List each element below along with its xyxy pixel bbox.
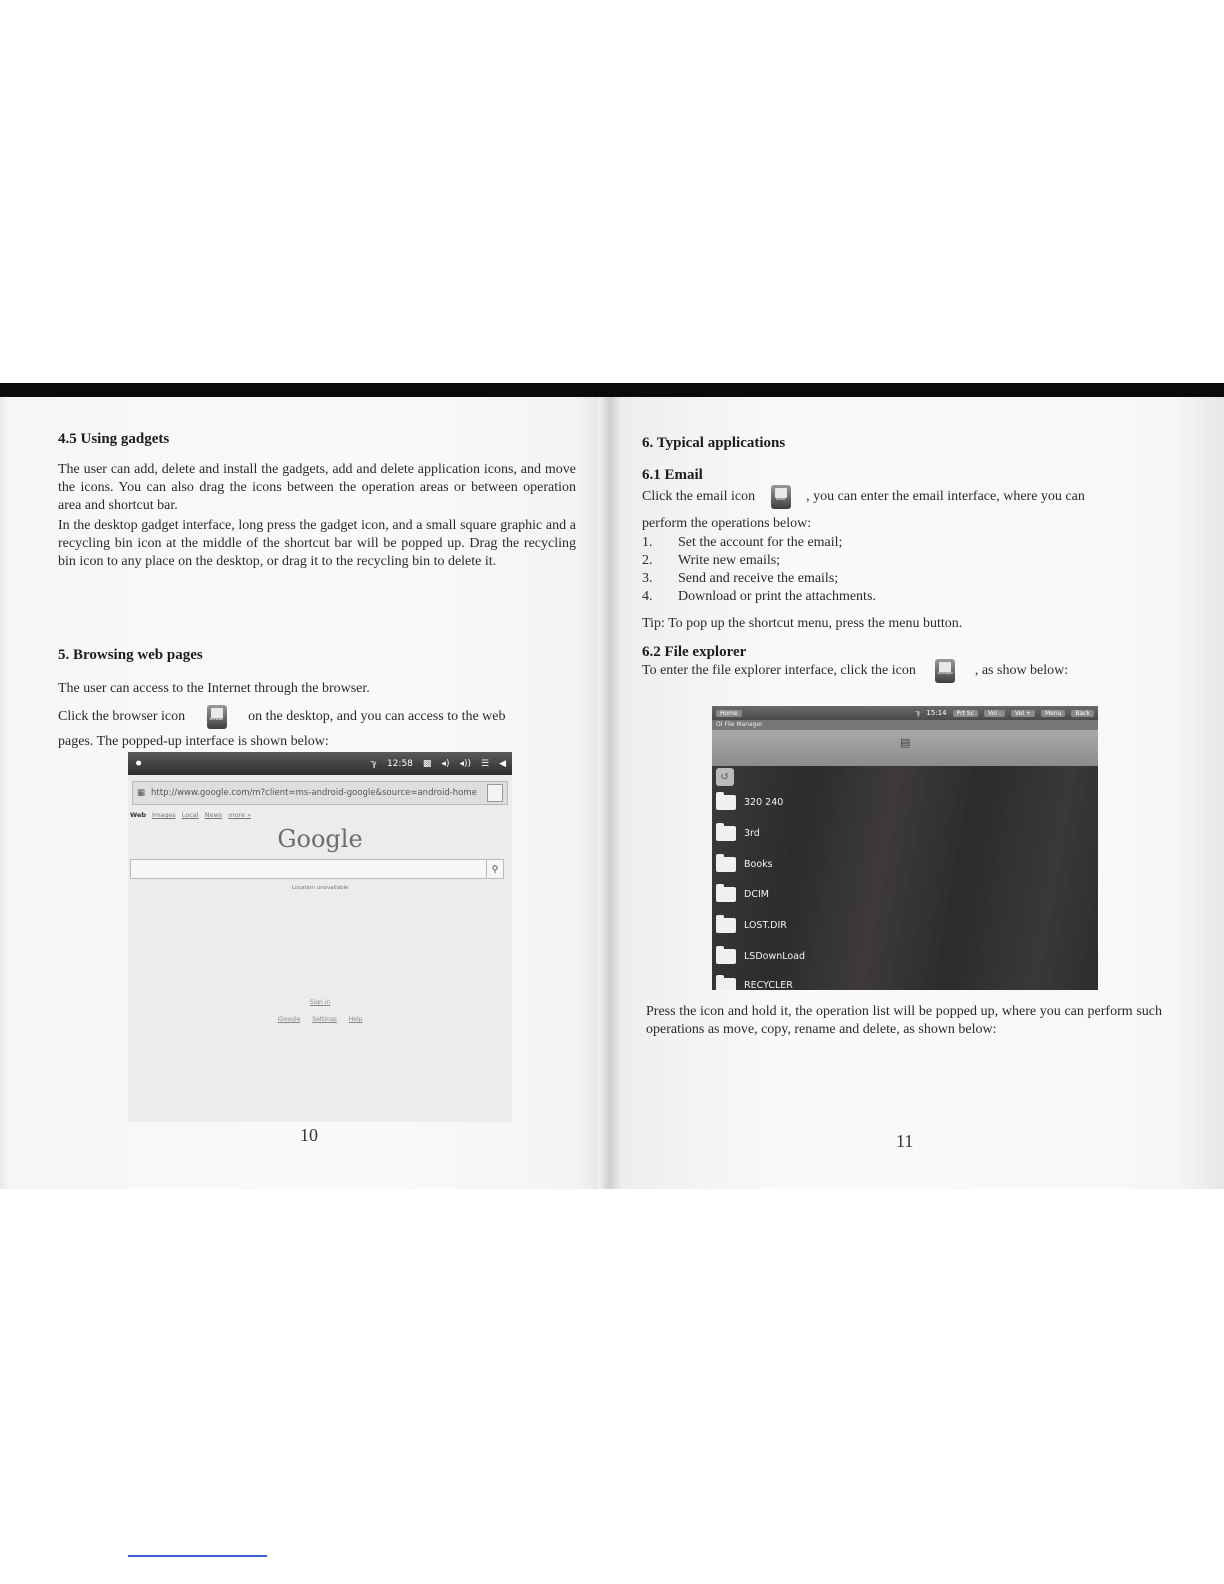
browser-app-icon (207, 705, 227, 729)
email-intro (642, 485, 1162, 509)
section-5-paragraph-1: The user can access to the Internet through the browser. (58, 681, 370, 696)
browser-screenshot (128, 752, 512, 1122)
list-item: 320 240 (716, 790, 783, 814)
location-status: Location unavailable (291, 885, 349, 891)
email-intro-b: , you can enter the email interface, where you can (806, 489, 1085, 505)
list-item: 2. Write new emails; (642, 553, 781, 568)
email-intro-a: Click the email icon (642, 489, 756, 505)
google-footer-igoogle: iGoogle (277, 1016, 301, 1023)
section-6-1-heading: 6.1 Email (642, 467, 703, 483)
section-4-5-paragraph-1: The user can add, delete and install the gadgets, add and delete application icons, and move the icons. You can also drag the icons between the operation areas or between operation area and shortcut bar. (58, 462, 576, 513)
google-footer (128, 1016, 512, 1023)
list-item: LSDownLoad (716, 944, 805, 968)
signal-icon: ℽ (370, 758, 377, 769)
google-link-images: Images (152, 811, 176, 819)
google-link-local: Local (181, 811, 199, 819)
files-status-bar (712, 706, 1098, 720)
url-text: http://www.google.com/m?client=ms-android-google&source=android-home (151, 788, 477, 798)
folder-icon (716, 949, 736, 964)
list-item: RECYCLER (716, 973, 793, 990)
file-manager-icon-label: OI File Manager (937, 653, 953, 675)
folder-icon (716, 826, 736, 841)
bookmark-icon (487, 784, 503, 802)
list-item: DCIM (716, 882, 769, 906)
vol-down-button: Vol - (984, 710, 1005, 717)
page-favicon-icon: ▦ (137, 788, 146, 798)
back-icon: ◀ (499, 758, 506, 769)
vol-up-button: Vol + (1011, 710, 1035, 717)
section-6-2-heading: 6.2 File explorer (642, 644, 747, 660)
folder-icon (716, 918, 736, 933)
google-link-web: Web (130, 811, 146, 819)
browser-intro-b: on the desktop, and you can access to the web (248, 709, 506, 725)
list-item: LOST.DIR (716, 913, 787, 937)
section-6-heading: 6. Typical applications (642, 435, 786, 451)
email-tip: Tip: To pop up the shortcut menu, press the menu button. (642, 616, 963, 631)
blue-underline-mark (128, 1555, 267, 1557)
browser-status-bar (128, 752, 512, 775)
folder-icon (716, 978, 736, 991)
section-4-5-paragraph-2: In the desktop gadget interface, long press the gadget icon, and a small square graphic and a recycling bin icon at the middle of the shortcut bar will be popped up. Drag the recycling bin icon to any place on the desktop, or drag it to the recycling bin to delete it. (58, 518, 576, 569)
file-explorer-screenshot (712, 706, 1098, 990)
browser-intro-a: Click the browser icon (58, 709, 186, 725)
sdcard-icon: ▤ (900, 737, 911, 749)
google-search-box (130, 859, 504, 879)
files-intro-a: To enter the file explorer interface, click the icon (642, 663, 916, 679)
files-intro-b: , as show below: (974, 663, 1069, 679)
book-gutter (598, 397, 622, 1189)
folder-icon (716, 887, 736, 902)
file-manager-app-icon (935, 653, 955, 683)
status-time: 12:58 (386, 758, 413, 769)
files-toolbar (712, 730, 1098, 766)
email-app-icon (771, 485, 791, 509)
google-link-news: News (204, 811, 223, 819)
google-footer-settings: Settings (312, 1016, 337, 1023)
google-logo: Google (277, 825, 363, 853)
signal-icon: ℽ (915, 709, 921, 717)
list-item: Books (716, 852, 773, 876)
browser-icon-label: Browser (209, 717, 224, 721)
page-number-right: 11 (896, 1131, 914, 1151)
list-item: 1. Set the account for the email; (642, 535, 843, 550)
google-links (130, 811, 510, 819)
book-top-edge (0, 383, 1224, 397)
url-bar (132, 781, 508, 805)
files-intro (642, 653, 1162, 683)
menu-icon: ☰ (481, 758, 490, 769)
browser-intro-c: pages. The popped-up interface is shown below: (58, 734, 329, 749)
google-link-more: more » (228, 811, 252, 819)
google-sign-in: Sign in (309, 999, 331, 1006)
page-number-left: 10 (300, 1125, 318, 1145)
section-5-paragraph-2 (58, 705, 558, 729)
google-footer-help: Help (348, 1016, 363, 1023)
parent-folder-icon: ↺ (716, 768, 734, 786)
email-icon-label: Email (775, 497, 786, 501)
volume-up-icon: ◂)) (459, 758, 471, 769)
section-4-5-heading: 4.5 Using gadgets (58, 431, 170, 447)
list-item: 3. Send and receive the emails; (642, 571, 839, 586)
status-time: 15:14 (926, 709, 947, 717)
list-item: 4. Download or print the attachments. (642, 589, 876, 604)
home-button: Home (716, 710, 742, 717)
folder-icon (716, 857, 736, 872)
email-intro-c: perform the operations below: (642, 516, 812, 531)
prtsc-button: Prt Sc (953, 710, 978, 717)
battery-icon: ▩ (422, 758, 432, 769)
section-5-heading: 5. Browsing web pages (58, 647, 203, 663)
list-item: 3rd (716, 821, 760, 845)
back-button: Back (1071, 710, 1094, 717)
files-after-paragraph: Press the icon and hold it, the operation list will be popped up, where you can perform such operations as move, copy, rename and delete, as shown below: (646, 1004, 1162, 1037)
home-icon: ⚫ (134, 757, 144, 770)
search-icon: ⚲ (486, 860, 503, 878)
menu-button: Menu (1041, 710, 1065, 717)
volume-down-icon: ◂) (441, 758, 450, 769)
email-steps-list (642, 534, 876, 606)
files-app-title: OI File Manager (712, 720, 1098, 730)
folder-icon (716, 795, 736, 810)
